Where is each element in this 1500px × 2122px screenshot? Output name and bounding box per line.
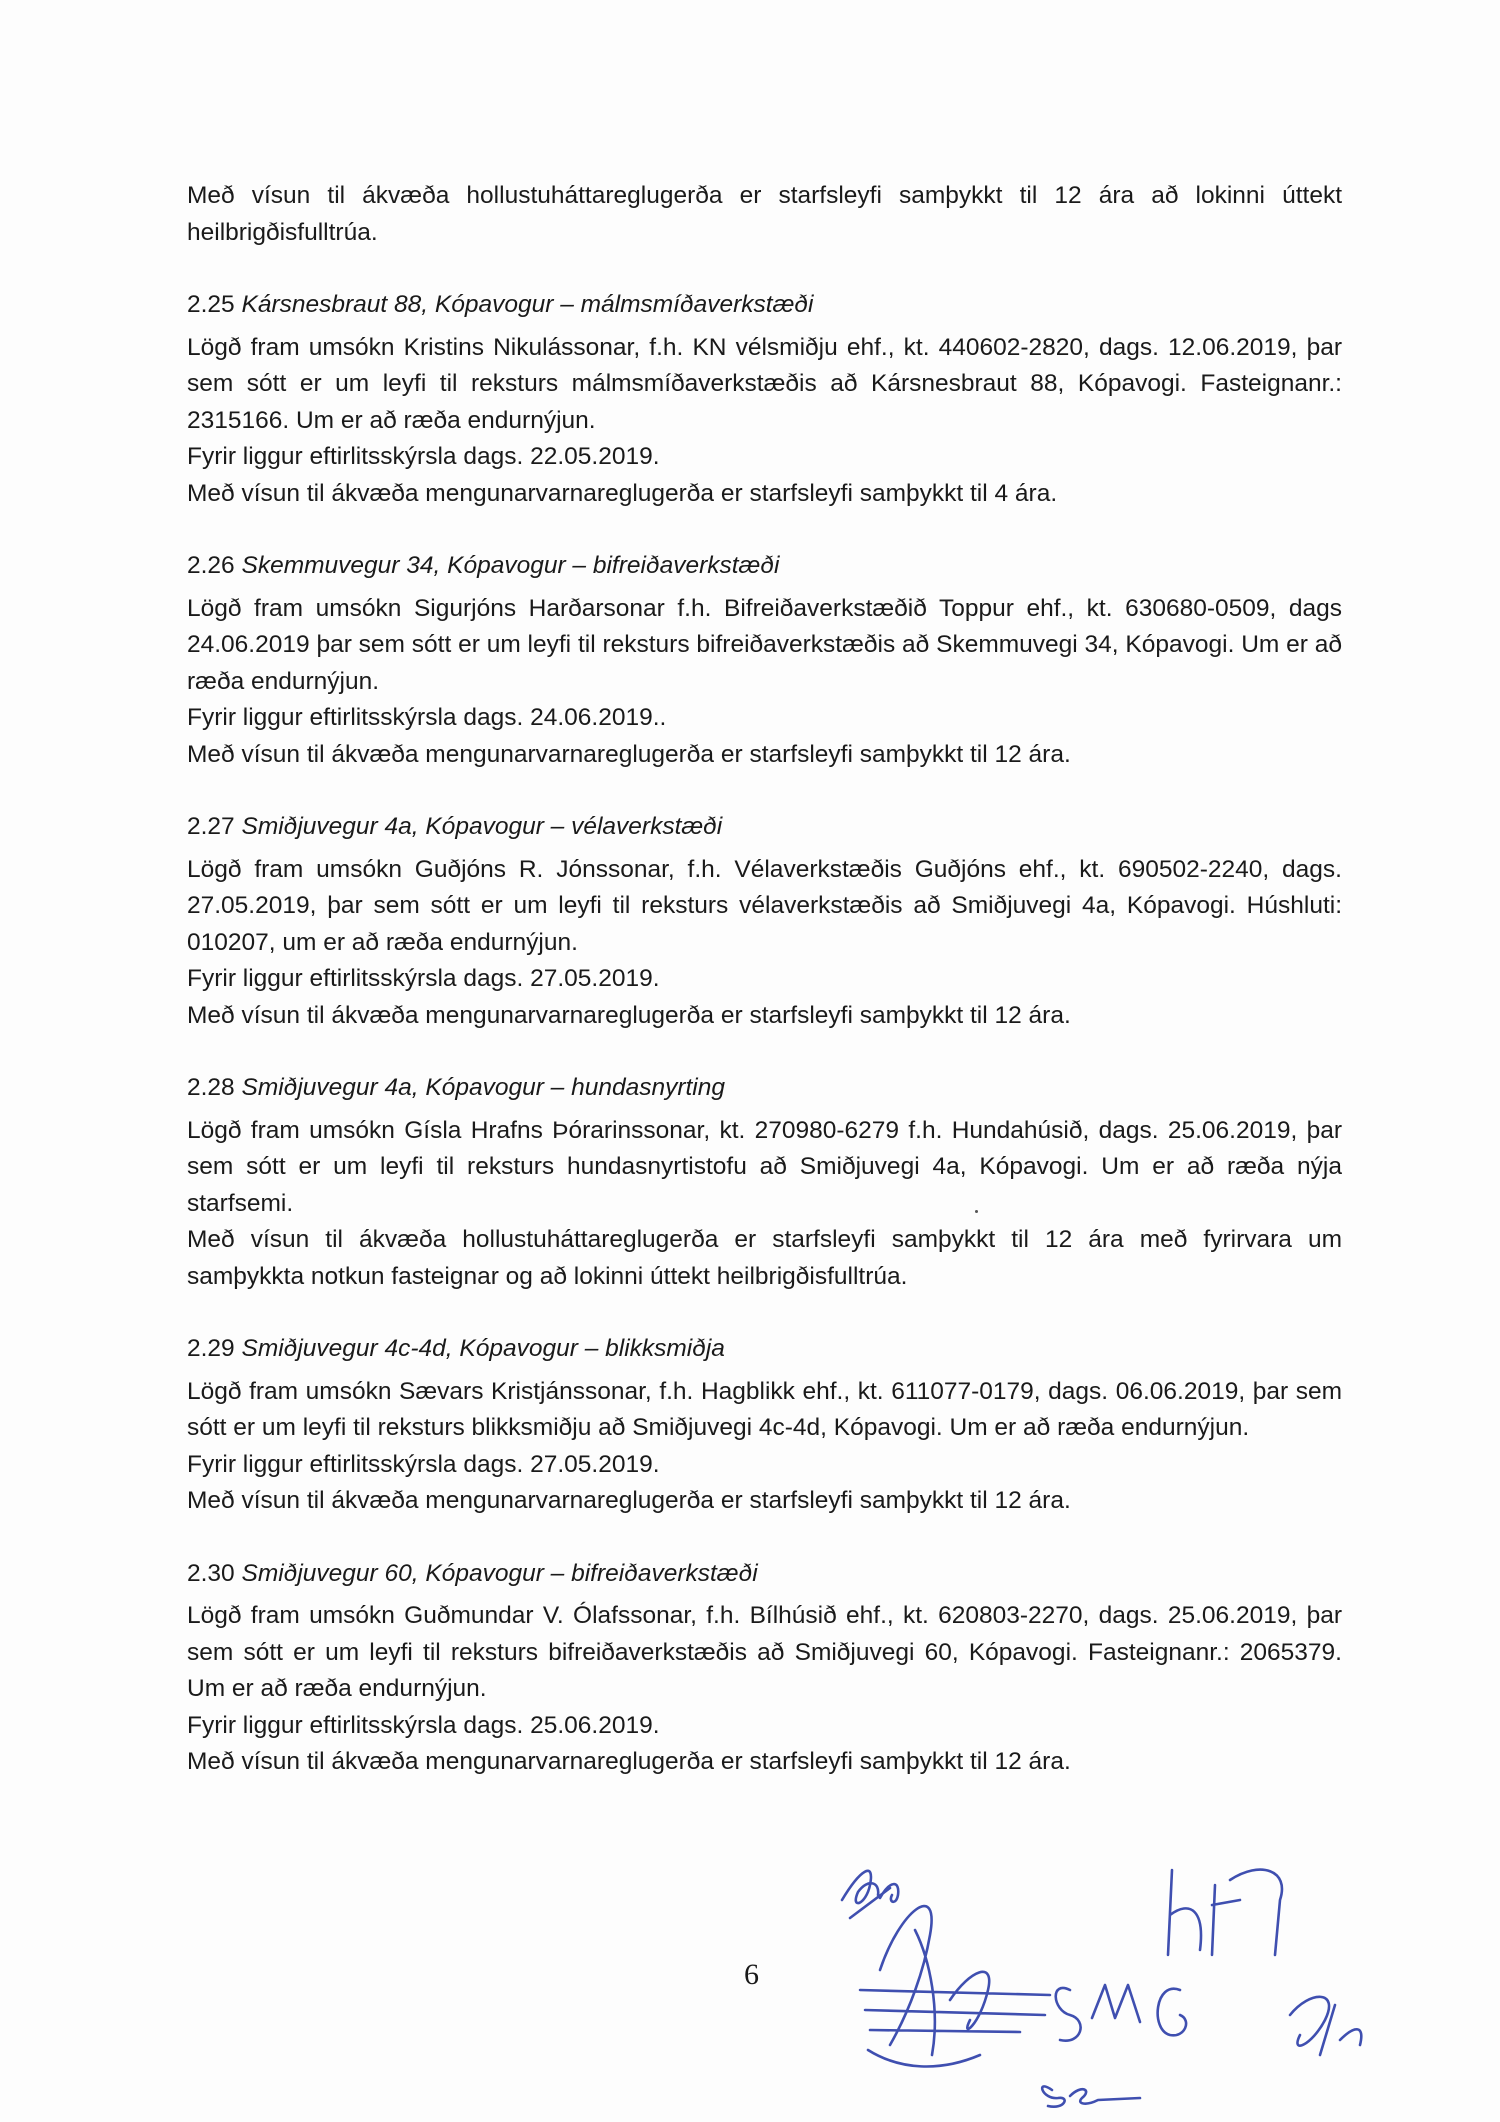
section-heading (187, 1070, 1342, 1107)
section-line: Með vísun til ákvæða hollustuháttareglugerða er starfsleyfi samþykkt til 12 ára með fyrirvara um samþykkta notkun fasteignar og að lokinni úttekt heilbrigðisfulltrúa. (187, 1226, 1342, 1290)
section-line: Fyrir liggur eftirlitsskýrsla dags. 24.06.2019.. (187, 704, 667, 731)
section-number: 2.27 (187, 813, 235, 840)
section-title: Smiðjuvegur 4a, Kópavogur – vélaverkstæði (241, 813, 723, 840)
section-line: Með vísun til ákvæða mengunarvarnareglugerða er starfsleyfi samþykkt til 12 ára. (187, 740, 1071, 768)
signature-main (860, 1906, 1050, 2066)
document-body (187, 178, 1342, 1781)
section-line: Með vísun til ákvæða mengunarvarnareglugerða er starfsleyfi samþykkt til 12 ára. (187, 1748, 1071, 1775)
intro-paragraph: Með vísun til ákvæða hollustuháttareglugerða er starfsleyfi samþykkt til 12 ára að lokinni úttekt heilbrigðisfulltrúa. (187, 182, 1342, 246)
section-number: 2.26 (187, 552, 235, 579)
section-line: Fyrir liggur eftirlitsskýrsla dags. 27.05.2019. (187, 965, 660, 992)
section-2-30 (187, 1556, 1342, 1781)
section-heading (187, 548, 1342, 585)
section-title: Skemmuvegur 34, Kópavogur – bifreiðaverkstæði (241, 552, 780, 579)
section-2-25 (187, 287, 1342, 512)
section-line: Með vísun til ákvæða mengunarvarnareglugerða er starfsleyfi samþykkt til 12 ára. (187, 1487, 1071, 1514)
section-paragraph: Lögð fram umsókn Kristins Nikulássonar, f.h. KN vélsmiðju ehf., kt. 440602-2820, dags. 12.06.2019, þar sem sótt er um leyfi til reksturs málmsmíðaverkstæðis að Kársnesbraut 88, Kópavogi. Fasteignanr.: 2315166. Um er að ræða endurnýjun. (187, 333, 1342, 434)
handwritten-signatures (820, 1840, 1380, 2110)
section-title: Smiðjuvegur 4a, Kópavogur – hundasnyrting (241, 1074, 726, 1101)
section-title: Smiðjuvegur 60, Kópavogur – bifreiðaverkstæði (241, 1559, 758, 1587)
section-2-27 (187, 809, 1342, 1034)
section-line: Með vísun til ákvæða mengunarvarnareglugerða er starfsleyfi samþykkt til 12 ára. (187, 1001, 1071, 1029)
section-2-26 (187, 548, 1342, 773)
signature-initials-3 (1168, 1870, 1282, 1955)
signature-initials-4 (1290, 1997, 1361, 2055)
section-2-29 (187, 1331, 1342, 1520)
section-2-28 (187, 1070, 1342, 1295)
section-line: Með vísun til ákvæða mengunarvarnareglugerða er starfsleyfi samþykkt til 4 ára. (187, 479, 1058, 507)
section-paragraph: Lögð fram umsókn Guðjóns R. Jónssonar, f.h. Vélaverkstæðis Guðjóns ehf., kt. 690502-2240, dags. 27.05.2019, þar sem sótt er um leyfi til reksturs vélaverkstæðis að Smiðjuvegi 4a, Kópavogi. Húshluti: 010207, um er að ræða endurnýjun. (187, 855, 1342, 956)
section-heading (187, 1331, 1342, 1368)
signature-initials-2 (1056, 1985, 1186, 2041)
signature-initials-5 (1042, 2086, 1140, 2106)
section-paragraph: Lögð fram umsókn Sigurjóns Harðarsonar f.h. Bifreiðaverkstæðið Toppur ehf., kt. 630680-0509, dags 24.06.2019 þar sem sótt er um leyfi til reksturs bifreiðaverkstæðis að Skemmuvegi 34, Kópavogi. Um er að ræða endurnýjun. (187, 594, 1342, 695)
section-heading (187, 287, 1342, 324)
signature-initials-1 (842, 1871, 898, 1918)
section-line: Fyrir liggur eftirlitsskýrsla dags. 27.05.2019. (187, 1450, 660, 1478)
section-title: Kársnesbraut 88, Kópavogur – málmsmíðaverkstæði (241, 291, 814, 318)
section-number: 2.28 (187, 1074, 235, 1101)
section-line: Fyrir liggur eftirlitsskýrsla dags. 25.06.2019. (187, 1711, 660, 1739)
section-heading (187, 1556, 1342, 1593)
section-number: 2.30 (187, 1559, 235, 1587)
section-paragraph: Lögð fram umsókn Gísla Hrafns Þórarinssonar, kt. 270980-6279 f.h. Hundahúsið, dags. 25.06.2019, þar sem sótt er um leyfi til reksturs hundasnyrtistofu að Smiðjuvegi 4a, Kópavogi. Um er að ræða nýja starfsemi. (187, 1116, 1342, 1217)
section-line: Fyrir liggur eftirlitsskýrsla dags. 22.05.2019. (187, 443, 660, 470)
section-number: 2.29 (187, 1335, 235, 1362)
section-paragraph: Lögð fram umsókn Guðmundar V. Ólafssonar, f.h. Bílhúsið ehf., kt. 620803-2270, dags. 25.06.2019, þar sem sótt er um leyfi til reksturs bifreiðaverkstæðis að Smiðjuvegi 60, Kópavogi. Fasteignanr.: 2065379. Um er að ræða endurnýjun. (187, 1602, 1342, 1702)
section-title: Smiðjuvegur 4c-4d, Kópavogur – blikksmiðja (241, 1335, 725, 1362)
page-number: 6 (744, 1958, 759, 1991)
ink-dot (975, 1210, 978, 1213)
section-number: 2.25 (187, 291, 235, 318)
section-heading (187, 809, 1342, 846)
section-paragraph: Lögð fram umsókn Sævars Kristjánssonar, f.h. Hagblikk ehf., kt. 611077-0179, dags. 06.06.2019, þar sem sótt er um leyfi til reksturs blikksmiðju að Smiðjuvegi 4c-4d, Kópavogi. Um er að ræða endurnýjun. (187, 1377, 1342, 1441)
